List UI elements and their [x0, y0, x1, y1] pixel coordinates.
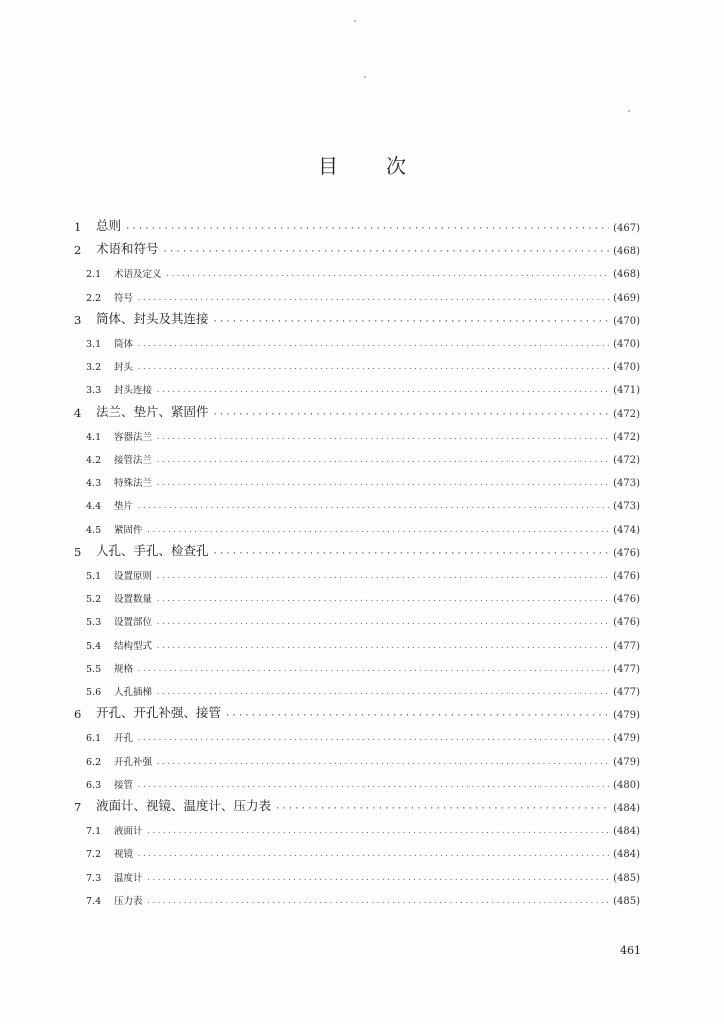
toc-entry-number: 6.3 [86, 780, 102, 791]
toc-entry-number: 2.1 [86, 269, 102, 280]
toc-section-row [74, 589, 640, 605]
toc-entry-title: 接管 [114, 780, 134, 791]
toc-leader-dots [156, 481, 609, 489]
toc-section-row [74, 891, 640, 907]
toc-entry-number: 6.2 [86, 757, 102, 768]
toc-section-row [74, 566, 640, 582]
toc-entry-number: 3 [74, 313, 82, 327]
toc-entry-title: 法兰、垫片、紧固件 [96, 404, 209, 419]
toc-chapter-row [74, 705, 640, 721]
toc-section-row [74, 636, 640, 652]
toc-entry-title: 视镜 [114, 849, 134, 860]
toc-section-row [74, 264, 640, 280]
toc-entry-number: 5.1 [86, 571, 102, 582]
toc-section-row [74, 288, 640, 304]
toc-entry-page: (472) [613, 455, 640, 466]
toc-chapter-row [74, 798, 640, 814]
toc-entry-page: (479) [613, 757, 640, 768]
toc-entry-number: 1 [74, 220, 82, 234]
toc-entry-title: 设置部位 [114, 617, 153, 628]
toc-leader-dots [156, 458, 609, 466]
toc-section-row [74, 380, 640, 396]
toc-entry-number: 7.3 [86, 873, 102, 884]
scan-speck [354, 20, 356, 22]
toc-section-row [74, 450, 640, 466]
toc-entry-number: 2 [74, 243, 82, 257]
page-number: 461 [620, 944, 641, 957]
toc-leader-dots [156, 435, 609, 443]
toc-entry-number: 6.1 [86, 733, 102, 744]
toc-section-row [74, 473, 640, 489]
toc-entry-title: 特殊法兰 [114, 478, 153, 489]
toc-entry-title: 开孔、开孔补强、接管 [96, 705, 222, 720]
toc-entry-page: (484) [613, 826, 640, 837]
toc-leader-dots [156, 620, 609, 628]
toc-leader-dots [163, 247, 610, 257]
toc-leader-dots [156, 574, 609, 582]
toc-entry-number: 5 [74, 545, 82, 559]
toc-leader-dots [137, 852, 609, 860]
toc-section-row [74, 775, 640, 791]
toc-section-row [74, 334, 640, 350]
toc-entry-page: (484) [613, 803, 640, 814]
toc-entry-page: (470) [613, 316, 640, 327]
toc-section-row [74, 868, 640, 884]
toc-leader-dots [137, 296, 609, 304]
toc-entry-page: (468) [613, 246, 640, 257]
toc-entry-title: 术语及定义 [114, 269, 162, 280]
toc-entry-title: 总则 [96, 218, 122, 233]
toc-leader-dots [156, 760, 609, 768]
toc-leader-dots [137, 342, 609, 350]
toc-leader-dots [156, 388, 609, 396]
toc-leader-dots [137, 736, 609, 744]
toc-entry-title: 压力表 [114, 896, 143, 907]
toc-entry-number: 7.1 [86, 826, 102, 837]
toc-leader-dots [137, 667, 609, 675]
toc-entry-number: 7 [74, 800, 82, 814]
toc-entry-number: 5.2 [86, 594, 102, 605]
toc-leader-dots [166, 272, 610, 280]
toc-chapter-row [74, 218, 640, 234]
toc-leader-dots [213, 317, 610, 327]
toc-entry-page: (476) [613, 594, 640, 605]
toc-entry-title: 液面计 [114, 826, 143, 837]
toc-entry-number: 5.5 [86, 664, 102, 675]
toc-entry-number: 5.4 [86, 641, 102, 652]
toc-section-row [74, 520, 640, 536]
scan-speck [364, 76, 366, 78]
toc-entry-page: (479) [613, 710, 640, 721]
toc-section-row [74, 357, 640, 373]
toc-leader-dots [156, 597, 609, 605]
toc-entry-number: 3.3 [86, 385, 102, 396]
toc-entry-title: 人孔、手孔、检查孔 [96, 543, 209, 558]
toc-entry-page: (485) [613, 896, 640, 907]
toc-leader-dots [147, 528, 610, 536]
toc-entry-number: 5.3 [86, 617, 102, 628]
toc-entry-number: 4.2 [86, 455, 102, 466]
toc-entry-title: 紧固件 [114, 525, 143, 536]
toc-entry-title: 封头连接 [114, 385, 153, 396]
toc-chapter-row [74, 241, 640, 257]
toc-entry-page: (477) [613, 641, 640, 652]
toc-entry-title: 规格 [114, 664, 134, 675]
toc-leader-dots [225, 711, 609, 721]
toc-entry-number: 4.1 [86, 432, 102, 443]
toc-entry-title: 设置数量 [114, 594, 153, 605]
toc-section-row [74, 821, 640, 837]
toc-entry-page: (476) [613, 548, 640, 559]
toc-leader-dots [147, 876, 610, 884]
title-char-1: 目 [318, 154, 338, 178]
toc-leader-dots [213, 549, 610, 559]
toc-entry-number: 3.2 [86, 362, 102, 373]
toc-entry-title: 术语和符号 [96, 241, 159, 256]
toc-chapter-row [74, 543, 640, 559]
toc-entry-page: (467) [613, 223, 640, 234]
toc-entry-page: (477) [613, 664, 640, 675]
toc-section-row [74, 844, 640, 860]
toc-entry-page: (470) [613, 339, 640, 350]
toc-entry-page: (477) [613, 687, 640, 698]
toc-entry-title: 液面计、视镜、温度计、压力表 [96, 798, 272, 813]
toc-section-row [74, 427, 640, 443]
toc-entry-page: (480) [613, 780, 640, 791]
toc-section-row [74, 728, 640, 744]
toc-entry-number: 7.2 [86, 849, 102, 860]
toc-entry-title: 符号 [114, 293, 134, 304]
toc-entry-page: (479) [613, 733, 640, 744]
toc-entry-title: 筒体 [114, 339, 134, 350]
scan-speck [628, 110, 630, 112]
toc-leader-dots [137, 365, 609, 373]
toc-entry-title: 设置原则 [114, 571, 153, 582]
toc-leader-dots [156, 644, 609, 652]
toc-entry-title: 温度计 [114, 873, 143, 884]
toc-entry-number: 4 [74, 406, 82, 420]
toc-entry-page: (470) [613, 362, 640, 373]
toc-entry-page: (472) [613, 432, 640, 443]
toc-entry-title: 垫片 [114, 501, 134, 512]
toc-entry-title: 接管法兰 [114, 455, 153, 466]
toc-entry-page: (472) [613, 409, 640, 420]
toc-leader-dots [125, 224, 609, 234]
toc-entry-title: 人孔插梯 [114, 687, 153, 698]
toc-leader-dots [147, 829, 610, 837]
toc-entry-number: 5.6 [86, 687, 102, 698]
toc-entry-page: (485) [613, 873, 640, 884]
toc-chapter-row [74, 311, 640, 327]
toc-entry-page: (476) [613, 617, 640, 628]
toc-entry-title: 容器法兰 [114, 432, 153, 443]
toc-entry-title: 筒体、封头及其连接 [96, 311, 209, 326]
toc-entry-title: 开孔补强 [114, 757, 153, 768]
toc-entry-number: 3.1 [86, 339, 102, 350]
toc-leader-dots [147, 899, 610, 907]
toc-entry-page: (474) [613, 525, 640, 536]
toc-section-row [74, 659, 640, 675]
toc-entry-page: (468) [613, 269, 640, 280]
toc-leader-dots [137, 783, 609, 791]
toc-entry-number: 2.2 [86, 293, 102, 304]
toc-leader-dots [156, 690, 609, 698]
toc-entry-number: 6 [74, 707, 82, 721]
toc-entry-page: (473) [613, 501, 640, 512]
toc-section-row [74, 682, 640, 698]
toc-entry-page: (469) [613, 293, 640, 304]
toc-chapter-row [74, 404, 640, 420]
toc-entry-number: 4.3 [86, 478, 102, 489]
toc-section-row [74, 752, 640, 768]
toc-leader-dots [275, 804, 609, 814]
toc-entry-number: 4.4 [86, 501, 102, 512]
toc-entry-page: (471) [613, 385, 640, 396]
title-char-2: 次 [386, 154, 406, 178]
toc-entry-page: (473) [613, 478, 640, 489]
toc-entry-title: 开孔 [114, 733, 134, 744]
toc-entry-title: 封头 [114, 362, 134, 373]
toc-section-row [74, 496, 640, 512]
toc-entry-number: 4.5 [86, 525, 102, 536]
toc-entry-number: 7.4 [86, 896, 102, 907]
toc-leader-dots [213, 410, 610, 420]
toc-entry-page: (476) [613, 571, 640, 582]
toc-entry-page: (484) [613, 849, 640, 860]
toc-leader-dots [137, 504, 609, 512]
toc-entry-title: 结构型式 [114, 641, 153, 652]
toc-section-row [74, 612, 640, 628]
